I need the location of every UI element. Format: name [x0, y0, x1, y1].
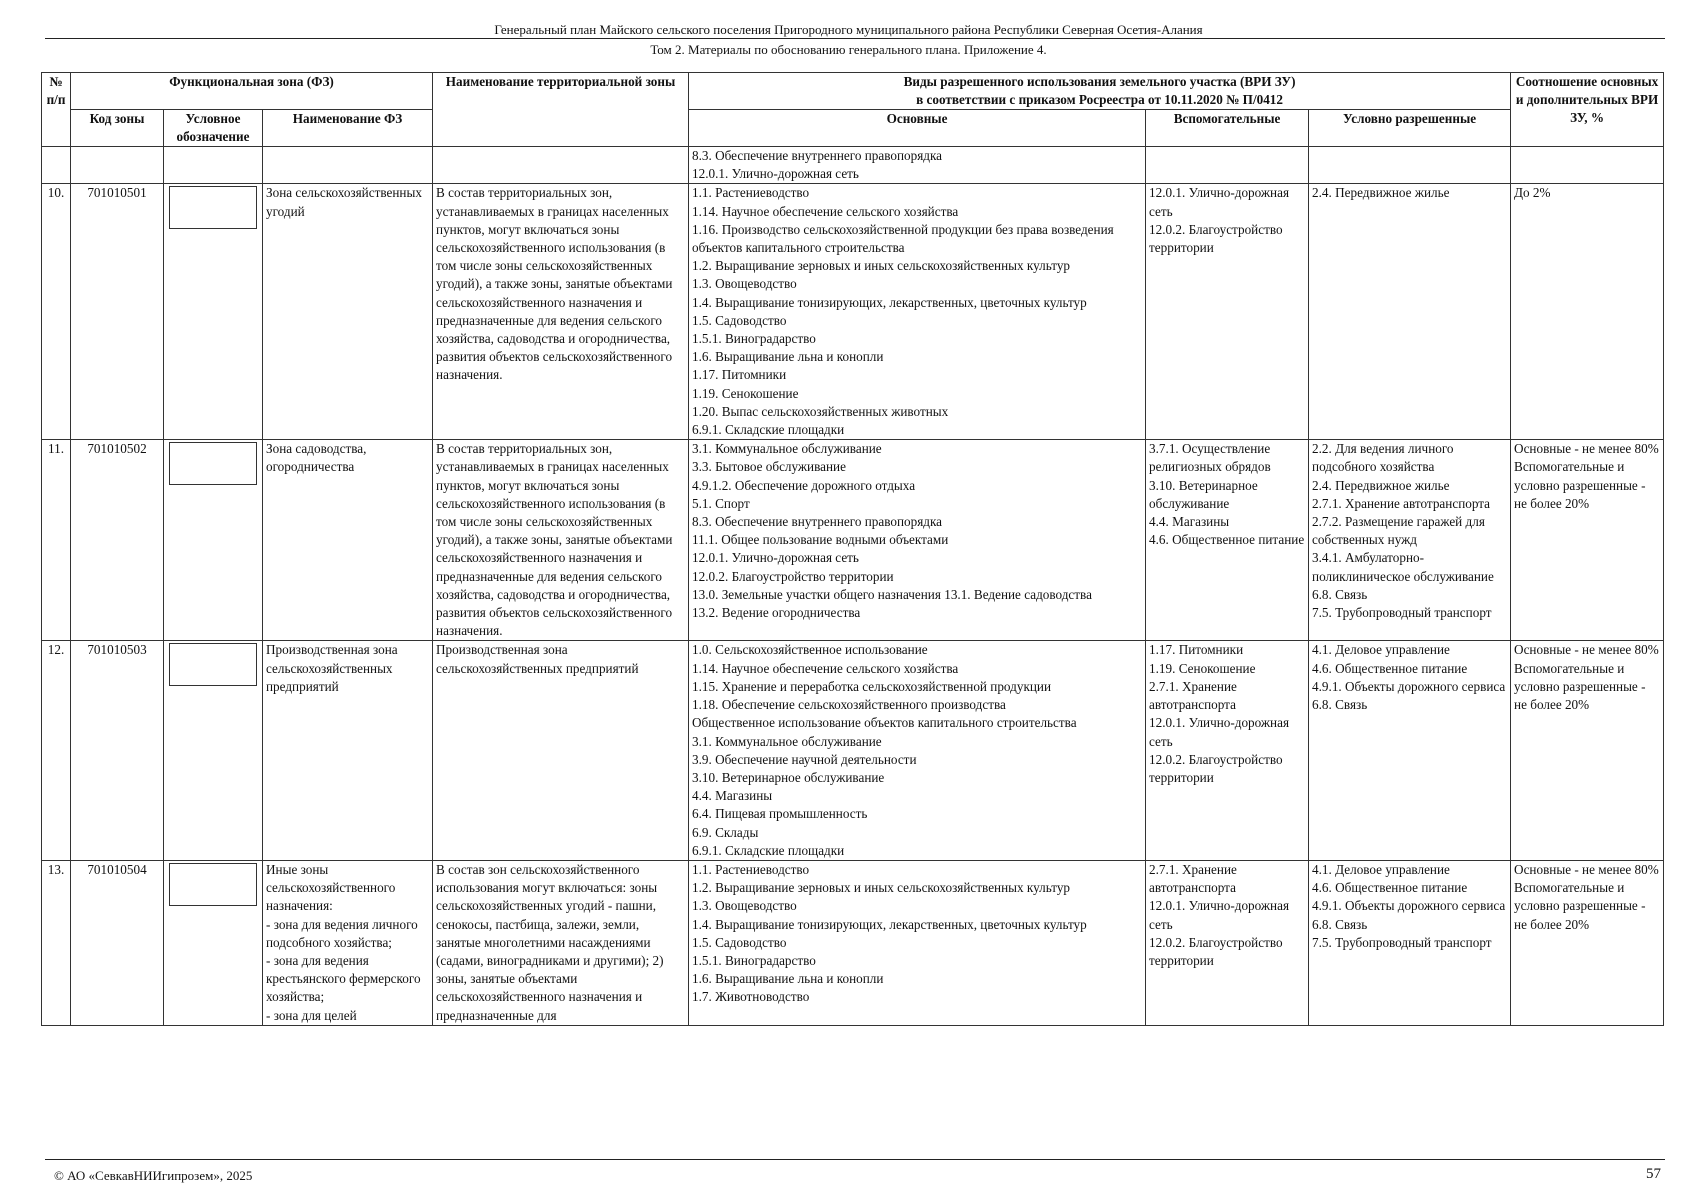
zone-symbol-cell: [164, 147, 263, 184]
use-ratio: До 2%: [1511, 184, 1664, 440]
header-conditional: Условно разрешенные: [1309, 110, 1511, 147]
fz-name: Производственная зона сельскохозяйственных предприятий: [263, 641, 433, 860]
fz-name: Зона садоводства, огородничества: [263, 440, 433, 641]
table-row: [42, 184, 1664, 440]
header-main: Основные: [689, 110, 1146, 147]
main-uses: 1.1. Растениеводство 1.2. Выращивание зерновых и иных сельскохозяйственных культур 1.3. Овощеводство 1.4. Выращивание тонизирующих, лекарственных, цветочных культур 1.5. Садоводство 1.5.1. Виноградарство 1.6. Выращивание льна и конопли 1.7. Животноводство: [689, 860, 1146, 1025]
zone-code: 701010504: [71, 860, 164, 1025]
use-ratio: Основные - не менее 80% Вспомогательные и условно разрешенные - не более 20%: [1511, 641, 1664, 860]
territorial-zone: В состав зон сельскохозяйственного использования могут включаться: зоны сельскохозяйственных угодий - пашни, сенокосы, пастбища, залежи, земли, занятые многолетними насаждениями (садами, виноградниками и другими); 2) зоны, занятые объектами сельскохозяйственного назначения и предназначенные для: [433, 860, 689, 1025]
header-permitted-use: Виды разрешенного использования земельного участка (ВРИ ЗУ) в соответствии с приказом Росреестра от 10.11.2020 № П/0412: [689, 73, 1511, 110]
header-functional-zone: Функциональная зона (ФЗ): [71, 73, 433, 110]
row-num: 11.: [42, 440, 71, 641]
main-uses: 8.3. Обеспечение внутреннего правопорядка 12.0.1. Улично-дорожная сеть: [689, 147, 1146, 184]
footer-divider: [45, 1159, 1665, 1160]
header-auxiliary: Вспомогательные: [1146, 110, 1309, 147]
conditional-uses: 2.2. Для ведения личного подсобного хозяйства 2.4. Передвижное жилье 2.7.1. Хранение автотранспорта 2.7.2. Размещение гаражей для собственных нужд 3.4.1. Амбулаторно-поликлиническое обслуживание 6.8. Связь 7.5. Трубопроводный транспорт: [1309, 440, 1511, 641]
table-row: [42, 860, 1664, 1025]
territorial-zone: В состав территориальных зон, устанавливаемых в границах населенных пунктов, могут включаться зоны сельскохозяйственного использования (в том числе зоны сельскохозяйственных угодий), а также зоны, занятые объектами сельскохозяйственного назначения и предназначенные для ведения сельского хозяйства, садоводства и огородничества, развития объектов сельскохозяйственного назначения.: [433, 184, 689, 440]
auxiliary-uses: 3.7.1. Осуществление религиозных обрядов 3.10. Ветеринарное обслуживание 4.4. Магазины 4.6. Общественное питание: [1146, 440, 1309, 641]
row-num: 12.: [42, 641, 71, 860]
page-number: 57: [1646, 1166, 1661, 1182]
row-num: [42, 147, 71, 184]
row-num: 13.: [42, 860, 71, 1025]
header-divider: [45, 38, 1665, 39]
fz-name: Зона сельскохозяйственных угодий: [263, 184, 433, 440]
use-ratio: Основные - не менее 80% Вспомогательные и условно разрешенные - не более 20%: [1511, 860, 1664, 1025]
zone-code: [71, 147, 164, 184]
auxiliary-uses: 12.0.1. Улично-дорожная сеть 12.0.2. Благоустройство территории: [1146, 184, 1309, 440]
header-territorial-zone: Наименование территориальной зоны: [433, 73, 689, 147]
zone-code: 701010502: [71, 440, 164, 641]
table-row: [42, 440, 1664, 641]
main-uses: 3.1. Коммунальное обслуживание 3.3. Бытовое обслуживание 4.9.1.2. Обеспечение дорожного отдыха 5.1. Спорт 8.3. Обеспечение внутреннего правопорядка 11.1. Общее пользование водными объектами 12.0.1. Улично-дорожная сеть 12.0.2. Благоустройство территории 13.0. Земельные участки общего назначения 13.1. Ведение садоводства 13.2. Ведение огородничества: [689, 440, 1146, 641]
conditional-uses: [1309, 147, 1511, 184]
zone-symbol-cell: [164, 184, 263, 440]
conditional-uses: 4.1. Деловое управление 4.6. Общественное питание 4.9.1. Объекты дорожного сервиса 6.8. Связь 7.5. Трубопроводный транспорт: [1309, 860, 1511, 1025]
header-zone-code: Код зоны: [71, 110, 164, 147]
header-num: № п/п: [42, 73, 71, 147]
row-num: 10.: [42, 184, 71, 440]
territorial-zone: В состав территориальных зон, устанавливаемых в границах населенных пунктов, могут включаться зоны сельскохозяйственного использования (в том числе зоны сельскохозяйственных угодий), а также зоны, занятые объектами сельскохозяйственного назначения и предназначенные для ведения сельского хозяйства, садоводства и огородничества, развития объектов сельскохозяйственного назначения.: [433, 440, 689, 641]
conditional-uses: 2.4. Передвижное жилье: [1309, 184, 1511, 440]
use-ratio: [1511, 147, 1664, 184]
fz-name: Иные зоны сельскохозяйственного назначения: - зона для ведения личного подсобного хозяйства; - зона для ведения крестьянского фермерского хозяйства; - зона для целей: [263, 860, 433, 1025]
document-header-subtitle: Том 2. Материалы по обоснованию генерального плана. Приложение 4.: [650, 42, 1047, 57]
conditional-uses: 4.1. Деловое управление 4.6. Общественное питание 4.9.1. Объекты дорожного сервиса 6.8. Связь: [1309, 641, 1511, 860]
document-header-title: Генеральный план Майского сельского поселения Пригородного муниципального района Республики Северная Осетия-Алания: [494, 22, 1203, 37]
zone-symbol-swatch: [169, 442, 257, 485]
zone-code: 701010501: [71, 184, 164, 440]
auxiliary-uses: [1146, 147, 1309, 184]
zone-symbol-swatch: [169, 186, 257, 229]
table-row: [42, 147, 1664, 184]
zone-symbol-swatch: [169, 643, 257, 686]
table-row: [42, 641, 1664, 860]
zone-symbol-cell: [164, 641, 263, 860]
zone-symbol-cell: [164, 440, 263, 641]
header-fz-name: Наименование ФЗ: [263, 110, 433, 147]
footer-copyright: © АО «СевкавНИИгипрозем», 2025: [54, 1168, 253, 1183]
zone-symbol-cell: [164, 860, 263, 1025]
header-ratio: Соотношение основных и дополнительных ВРИ ЗУ, %: [1511, 73, 1664, 147]
zone-symbol-swatch: [169, 863, 257, 906]
territorial-zone: [433, 147, 689, 184]
main-uses: 1.0. Сельскохозяйственное использование 1.14. Научное обеспечение сельского хозяйства 1.15. Хранение и переработка сельскохозяйственной продукции 1.18. Обеспечение сельскохозяйственного производства Общественное использование объектов капитального строительства 3.1. Коммунальное обслуживание 3.9. Обеспечение научной деятельности 3.10. Ветеринарное обслуживание 4.4. Магазины 6.4. Пищевая промышленность 6.9. Склады 6.9.1. Складские площадки: [689, 641, 1146, 860]
zone-code: 701010503: [71, 641, 164, 860]
auxiliary-uses: 2.7.1. Хранение автотранспорта 12.0.1. Улично-дорожная сеть 12.0.2. Благоустройство территории: [1146, 860, 1309, 1025]
territorial-zone: Производственная зона сельскохозяйственных предприятий: [433, 641, 689, 860]
fz-name: [263, 147, 433, 184]
auxiliary-uses: 1.17. Питомники 1.19. Сенокошение 2.7.1. Хранение автотранспорта 12.0.1. Улично-дорожная сеть 12.0.2. Благоустройство территории: [1146, 641, 1309, 860]
land-use-table: [41, 72, 1664, 1026]
header-symbol: Условное обозначение: [164, 110, 263, 147]
main-uses: 1.1. Растениеводство 1.14. Научное обеспечение сельского хозяйства 1.16. Производство сельскохозяйственной продукции без права возведения объектов капитального строительства 1.2. Выращивание зерновых и иных сельскохозяйственных культур 1.3. Овощеводство 1.4. Выращивание тонизирующих, лекарственных, цветочных культур 1.5. Садоводство 1.5.1. Виноградарство 1.6. Выращивание льна и конопли 1.17. Питомники 1.19. Сенокошение 1.20. Выпас сельскохозяйственных животных 6.9.1. Складские площадки: [689, 184, 1146, 440]
use-ratio: Основные - не менее 80% Вспомогательные и условно разрешенные - не более 20%: [1511, 440, 1664, 641]
